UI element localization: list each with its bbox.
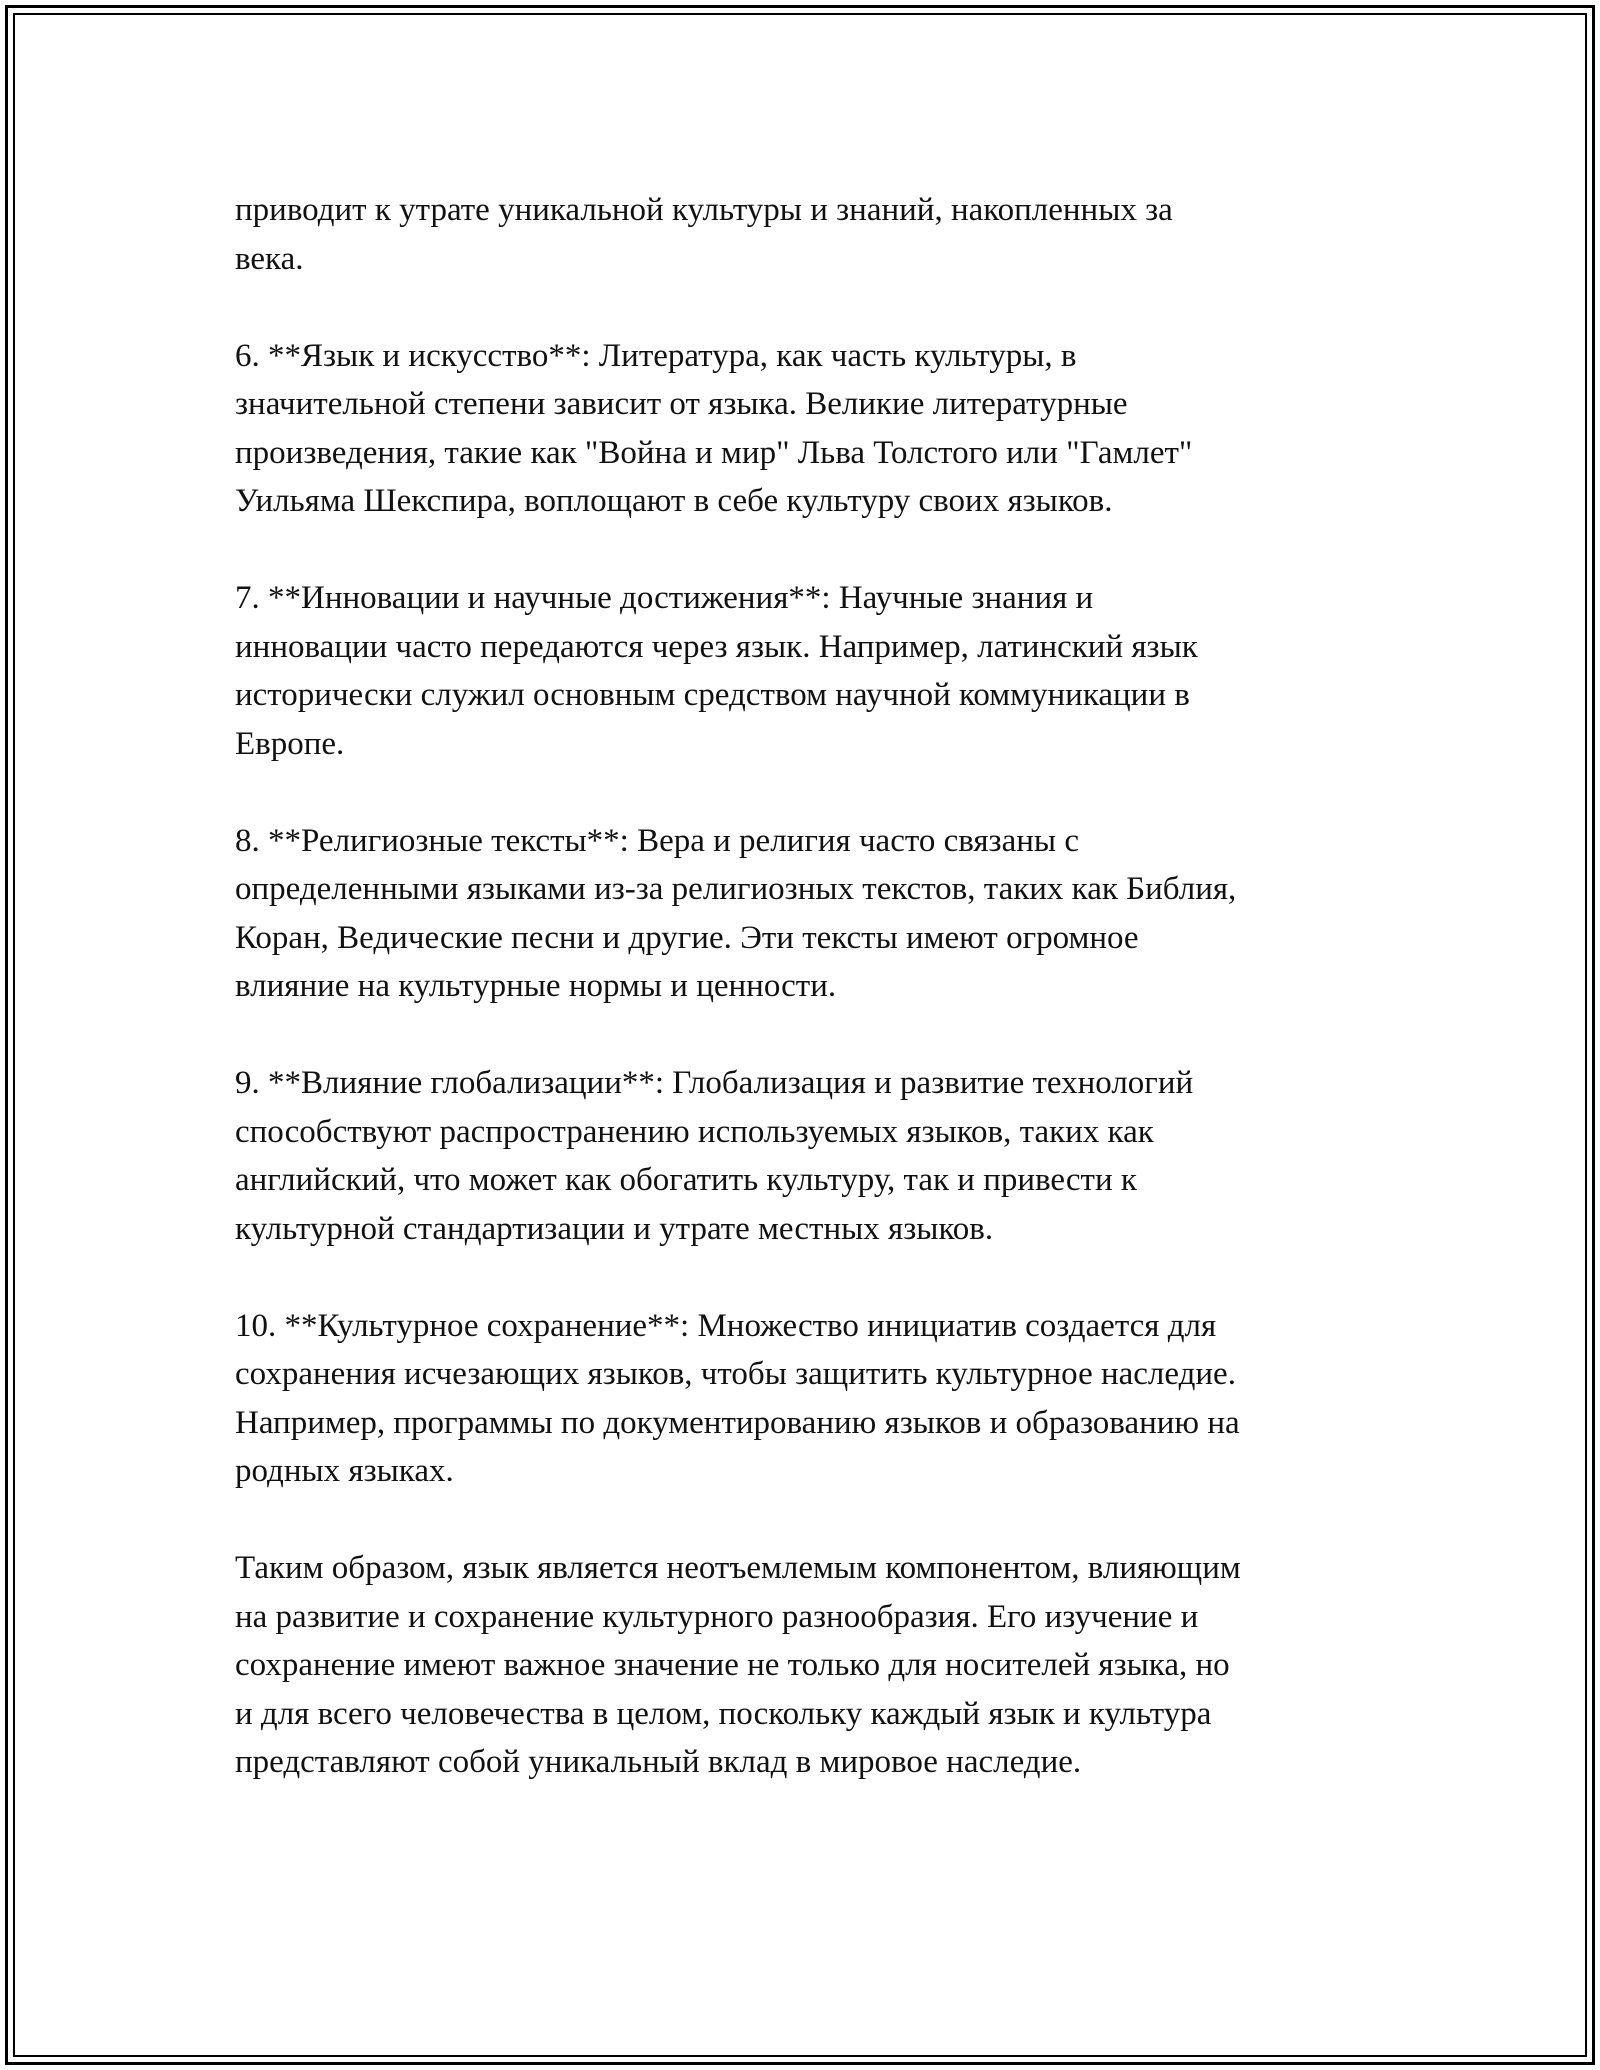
- text-line: века.: [235, 240, 304, 277]
- text-line: сохранения исчезающих языков, чтобы защитить культурное наследие.: [235, 1356, 1236, 1392]
- text-line: английский, что может как обогатить культуру, так и привести к: [235, 1162, 1137, 1198]
- text-line: Европе.: [235, 725, 345, 762]
- paragraph-item-7: [235, 574, 1375, 768]
- text-line: сохранение имеют важное значение не только для носителей языка, но: [235, 1647, 1230, 1683]
- text-line: и для всего человечества в целом, поскольку каждый язык и культура: [235, 1695, 1212, 1732]
- text-line: культурной стандартизации и утрате местных языков.: [235, 1210, 994, 1247]
- text-line: 7. **Инновации и научные достижения**: Научные знания и: [235, 580, 1094, 616]
- text-line: 8. **Религиозные тексты**: Вера и религия часто связаны с: [235, 822, 1079, 859]
- text-line: 9. **Влияние глобализации**: Глобализация и развитие технологий: [235, 1065, 1194, 1101]
- paragraph-item-6: [235, 332, 1375, 526]
- text-line: Например, программы по документированию языков и образованию на: [235, 1404, 1240, 1441]
- text-line: представляют собой уникальный вклад в мировое наследие.: [235, 1744, 1082, 1780]
- text-line: произведения, такие как "Война и мир" Льва Толстого или "Гамлет": [235, 434, 1193, 471]
- paragraph-conclusion: [235, 1544, 1375, 1787]
- text-line: Уильяма Шекспира, воплощают в себе культуру своих языков.: [235, 483, 1113, 519]
- text-line: приводит к утрате уникальной культуры и знаний, накопленных за: [235, 192, 1173, 228]
- paragraph-item-9: [235, 1059, 1375, 1253]
- text-line: значительной степени зависит от языка. Великие литературные: [235, 386, 1128, 422]
- text-line: способствуют распространению используемых языков, таких как: [235, 1113, 1154, 1150]
- text-line: 10. **Культурное сохранение**: Множество инициатив создается для: [235, 1307, 1217, 1344]
- paragraph-continuation: [235, 186, 1375, 283]
- text-line: на развитие и сохранение культурного разнообразия. Его изучение и: [235, 1598, 1199, 1635]
- text-line: определенными языками из-за религиозных текстов, таких как Библия,: [235, 871, 1237, 907]
- document-body: [235, 186, 1375, 1835]
- text-line: Коран, Ведические песни и другие. Эти тексты имеют огромное: [235, 919, 1139, 956]
- text-line: Таким образом, язык является неотъемлемым компонентом, влияющим: [235, 1550, 1241, 1586]
- text-line: исторически служил основным средством научной коммуникации в: [235, 677, 1190, 713]
- text-line: родных языках.: [235, 1453, 454, 1489]
- paragraph-item-10: [235, 1302, 1375, 1496]
- text-line: инновации часто передаются через язык. Например, латинский язык: [235, 628, 1198, 665]
- paragraph-item-8: [235, 817, 1375, 1011]
- text-line: влияние на культурные нормы и ценности.: [235, 968, 837, 1004]
- text-line: 6. **Язык и искусство**: Литература, как часть культуры, в: [235, 337, 1077, 374]
